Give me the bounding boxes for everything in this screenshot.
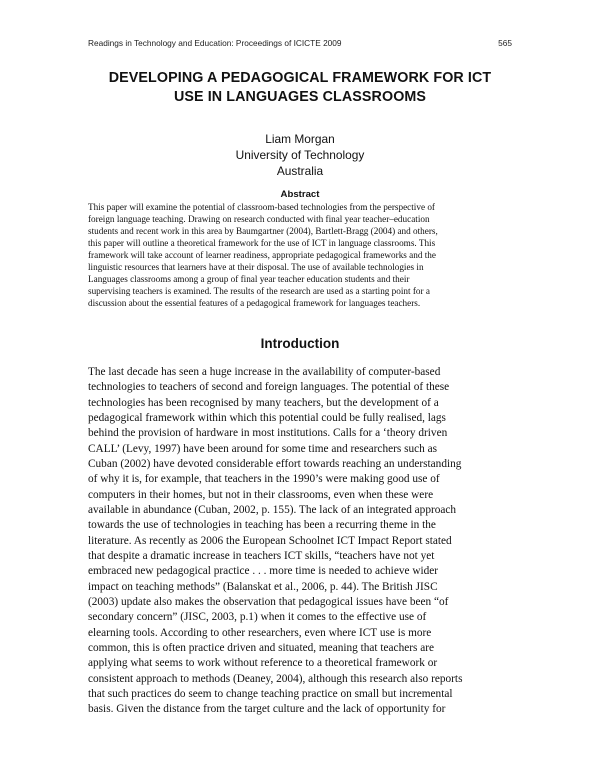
body-line: computers in their homes, but not in their classrooms, even when these were bbox=[88, 488, 434, 501]
body-line: technologies has been recognised by many teachers, but the development of a bbox=[88, 396, 439, 409]
abstract-line: This paper will examine the potential of classroom-based technologies from the perspective of bbox=[88, 202, 435, 212]
body-line: literature. As recently as 2006 the European Schoolnet ICT Impact Report stated bbox=[88, 534, 452, 547]
body-line: that despite a dramatic increase in teachers ICT skills, “teachers have not yet bbox=[88, 549, 435, 562]
body-line: secondary concern” (JISC, 2003, p.1) when it comes to the effective use of bbox=[88, 611, 427, 624]
body-line: Cuban (2002) have devoted considerable effort towards reaching an understanding bbox=[88, 457, 462, 470]
body-line: common, this is often practice driven and situated, meaning that teachers are bbox=[88, 641, 435, 654]
abstract-body bbox=[88, 201, 520, 309]
abstract-line: students and recent work in this area by Baumgartner (2004), Bartlett-Bragg (2004) and others, bbox=[88, 226, 438, 236]
body-line: basis. Given the distance from the target culture and the lack of opportunity for bbox=[88, 703, 446, 716]
body-line: technologies to teachers of second and foreign languages. The potential of these bbox=[88, 381, 450, 394]
author-name: Liam Morgan bbox=[265, 132, 335, 146]
body-line: embraced new pedagogical practice . . . more time is needed to achieve wider bbox=[88, 565, 439, 578]
abstract-heading: Abstract bbox=[280, 189, 320, 200]
body-line: The last decade has seen a huge increase in the availability of computer-based bbox=[88, 366, 441, 378]
body-line: consistent approach to methods (Deaney, 2004), although this research also reports bbox=[88, 672, 463, 685]
header-page-number: 565 bbox=[498, 38, 512, 48]
body-line: (2003) update also makes the observation that pedagogical issues have been “of bbox=[88, 595, 449, 608]
paper-title bbox=[60, 69, 540, 107]
body-line: of why it is, for example, that teachers in the 1990’s were making good use of bbox=[88, 473, 440, 486]
body-line: towards the use of technologies in teaching has been a recurring theme in the bbox=[88, 519, 436, 532]
author-affiliation: University of Technology bbox=[235, 148, 365, 162]
author-block bbox=[60, 131, 540, 179]
abstract-line: linguistic resources that learners have at their disposal. The use of available technologies in bbox=[88, 262, 424, 272]
body-line: available in abundance (Cuban, 2002, p. 155). The lack of an integrated approach bbox=[88, 503, 457, 516]
body-line: that such practices do seem to change teaching practice on small but incremental bbox=[88, 687, 453, 700]
paper-title-line-1: DEVELOPING A PEDAGOGICAL FRAMEWORK FOR ICT bbox=[108, 70, 492, 86]
running-header bbox=[88, 38, 512, 48]
body-line: applying what seems to work without reference to a theoretical framework or bbox=[88, 657, 438, 670]
body-line: pedagogical framework within which this potential could be fully realised, lags bbox=[88, 411, 446, 424]
introduction-heading: Introduction bbox=[260, 336, 340, 351]
author-country: Australia bbox=[276, 164, 324, 178]
introduction-body bbox=[88, 365, 518, 718]
abstract-line: supervising teachers is examined. The results of the research are used as a starting point for a bbox=[88, 286, 430, 296]
paper-title-line-2: USE IN LANGUAGES CLASSROOMS bbox=[173, 89, 427, 105]
header-proceedings-title: Readings in Technology and Education: Proceedings of ICICTE 2009 bbox=[88, 38, 342, 48]
abstract-line: this paper will outline a theoretical framework for the use of ICT in language classrooms. This bbox=[88, 238, 436, 248]
abstract-line: framework will take account of learner readiness, appropriate pedagogical frameworks and the bbox=[88, 250, 436, 260]
body-line: behind the provision of hardware in most institutions. Calls for a ‘theory driven bbox=[88, 427, 448, 440]
abstract-line: Languages classrooms among a group of final year teacher education students and their bbox=[88, 274, 410, 284]
abstract-line: foreign language teaching. Drawing on research conducted with final year teacher–education bbox=[88, 214, 430, 224]
body-line: elearning tools. According to other researchers, even where ICT use is more bbox=[88, 626, 432, 639]
body-line: CALL’ (Levy, 1997) have been around for some time and researchers such as bbox=[88, 442, 438, 455]
abstract-line: discussion about the essential features of a pedagogical framework for languages teachers. bbox=[88, 298, 421, 308]
body-line: impact on teaching methods” (Balanskat et al., 2006, p. 44). The British JISC bbox=[88, 580, 438, 593]
